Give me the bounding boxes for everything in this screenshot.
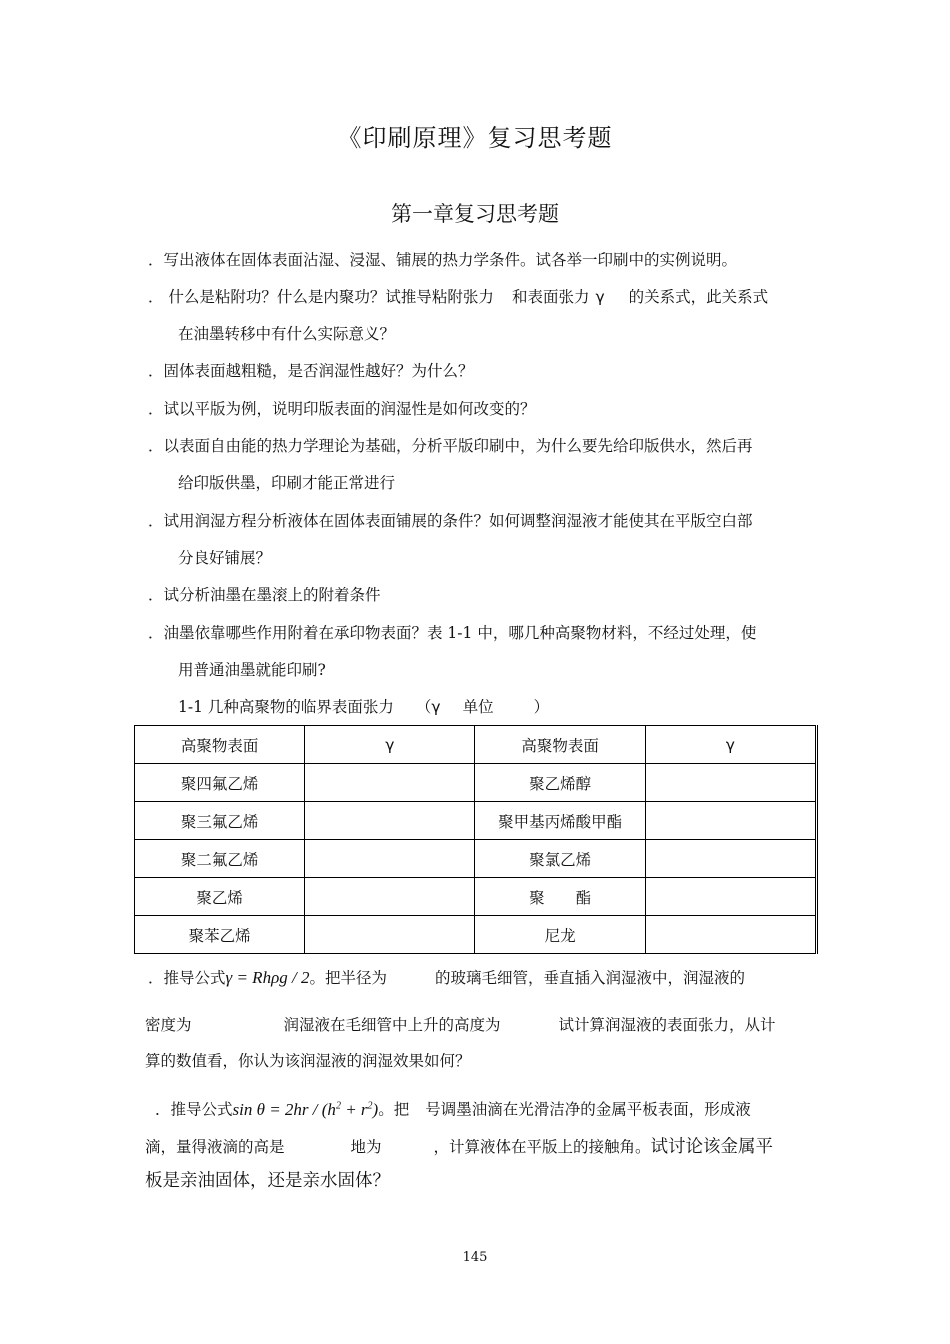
table-cell: 聚甲基丙烯酸甲酯: [475, 802, 645, 840]
table-row: [135, 916, 817, 954]
table-cell: [645, 802, 816, 840]
table-cell: [305, 802, 475, 840]
q9-text-b: 。把半径为: [309, 969, 387, 987]
q10-formula-exp-1: 2: [335, 1100, 341, 1111]
q10-height-label: 滴，量得液滴的高是: [145, 1138, 285, 1156]
table-cell: [305, 764, 475, 802]
page-number: 145: [462, 1250, 488, 1265]
question-10-line-2: [145, 1137, 773, 1157]
q9-formula: γ = Rhρg / 2: [225, 968, 310, 987]
q10-prefix: ．推导公式: [155, 1100, 233, 1119]
q10-text-b: 。把: [378, 1100, 410, 1119]
table-cell: [305, 916, 475, 954]
table-cell: [645, 764, 816, 802]
question-4: ．试以平版为例，说明印版表面的润湿性是如何改变的？: [148, 400, 536, 418]
question-1: ．写出液体在固体表面沾湿、浸湿、铺展的热力学条件。试各举一印刷中的实例说明。: [148, 251, 738, 269]
table-row: [135, 802, 817, 840]
question-7: ．试分析油墨在墨滚上的附着条件: [148, 586, 381, 604]
q10-text-c: ，计算液体在平版上的接触角。: [433, 1138, 651, 1156]
table-cell: 聚二氟乙烯: [135, 840, 305, 878]
table-cell: 聚苯乙烯: [135, 916, 305, 954]
q10-formula-c: + r: [340, 1099, 368, 1119]
question-9-line-1: [148, 968, 745, 988]
q9-prefix: ．推导公式: [148, 969, 226, 987]
table-cell: 聚乙烯醇: [475, 764, 645, 802]
q9-density-label: 密度为: [145, 1016, 192, 1034]
table-caption: [178, 697, 549, 717]
q10-text-d: 试讨论该金属平: [650, 1137, 774, 1157]
q10-base-label: 地为: [350, 1138, 382, 1156]
q9-text-calc: 试计算润湿液的表面张力，从计: [558, 1016, 776, 1034]
q10-formula-exp-2: 2: [367, 1100, 373, 1111]
q10-text-c: 号调墨油滴在光滑洁净的金属平板表面，形成液: [425, 1100, 751, 1119]
question-9-line-2: [145, 1015, 776, 1035]
header-cell: 高聚物表面: [135, 726, 305, 764]
header-cell: γ: [645, 726, 816, 764]
table-header-row: [135, 726, 817, 764]
question-5-line-2: 给印版供墨，印刷才能正常进行: [178, 474, 396, 492]
question-3: ．固体表面越粗糙，是否润湿性越好？为什么？: [148, 362, 474, 380]
table-cell: 聚乙烯: [135, 878, 305, 916]
q2-text-c: 的关系式，此关系式: [628, 288, 769, 306]
table-row: [135, 840, 817, 878]
q10-formula-a: sin θ = 2hr / (h: [232, 1099, 336, 1119]
table-cell: 聚 酯: [475, 878, 645, 916]
question-9-line-3: 算的数值看，你认为该润湿液的润湿效果如何？: [145, 1052, 471, 1070]
q10-formula-e: ): [372, 1099, 379, 1119]
q10-formula: [233, 1100, 379, 1119]
table-row: [135, 764, 817, 802]
q2-text-a: ． 什么是粘附功？什么是内聚功？试推导粘附张力: [148, 288, 494, 306]
question-10-line-3: 板是亲油固体，还是亲水固体？: [145, 1171, 390, 1191]
caption-close: ）: [533, 698, 550, 716]
table-cell: [645, 840, 816, 878]
q9-text-c: 的玻璃毛细管，垂直插入润湿液中，润湿液的: [434, 969, 745, 987]
question-5-line-1: ．以表面自由能的热力学理论为基础，分析平版印刷中，为什么要先给印版供水，然后再: [148, 437, 753, 455]
q9-height-label: 润湿液在毛细管中上升的高度为: [283, 1016, 501, 1034]
page-title: 《印刷原理》复习思考题: [337, 124, 613, 152]
question-8-line-1: ．油墨依靠哪些作用附着在承印物表面？表 1-1 中，哪几种高聚物材料，不经过处理，使: [148, 624, 757, 642]
header-cell: γ: [305, 726, 475, 764]
polymer-table: [134, 725, 818, 954]
table-cell: 尼龙: [475, 916, 645, 954]
header-cell: 高聚物表面: [475, 726, 645, 764]
table-cell: [305, 878, 475, 916]
caption-gamma: （γ: [415, 698, 441, 716]
table-cell: [305, 840, 475, 878]
question-2-line-2: 在油墨转移中有什么实际意义？: [178, 325, 396, 343]
chapter-heading: 第一章复习思考题: [391, 202, 559, 226]
table-cell: 聚氯乙烯: [475, 840, 645, 878]
question-2-line-1: [148, 287, 768, 307]
table-cell: [645, 878, 816, 916]
caption-title: 1-1 几种高聚物的临界表面张力: [178, 698, 394, 716]
table-cell: 聚三氟乙烯: [135, 802, 305, 840]
table-row: [135, 878, 817, 916]
q2-text-b: 和表面张力: [511, 288, 590, 306]
table-cell: [645, 916, 816, 954]
question-6-line-2: 分良好铺展？: [178, 549, 272, 567]
caption-unit: 单位: [462, 698, 494, 716]
question-8-line-2: 用普通油墨就能印刷?: [178, 661, 326, 679]
gamma-symbol: γ: [595, 288, 605, 306]
question-10-line-1: [155, 1096, 751, 1120]
question-6-line-1: ．试用润湿方程分析液体在固体表面铺展的条件？如何调整润湿液才能使其在平版空白部: [148, 512, 753, 530]
table-cell: 聚四氟乙烯: [135, 764, 305, 802]
